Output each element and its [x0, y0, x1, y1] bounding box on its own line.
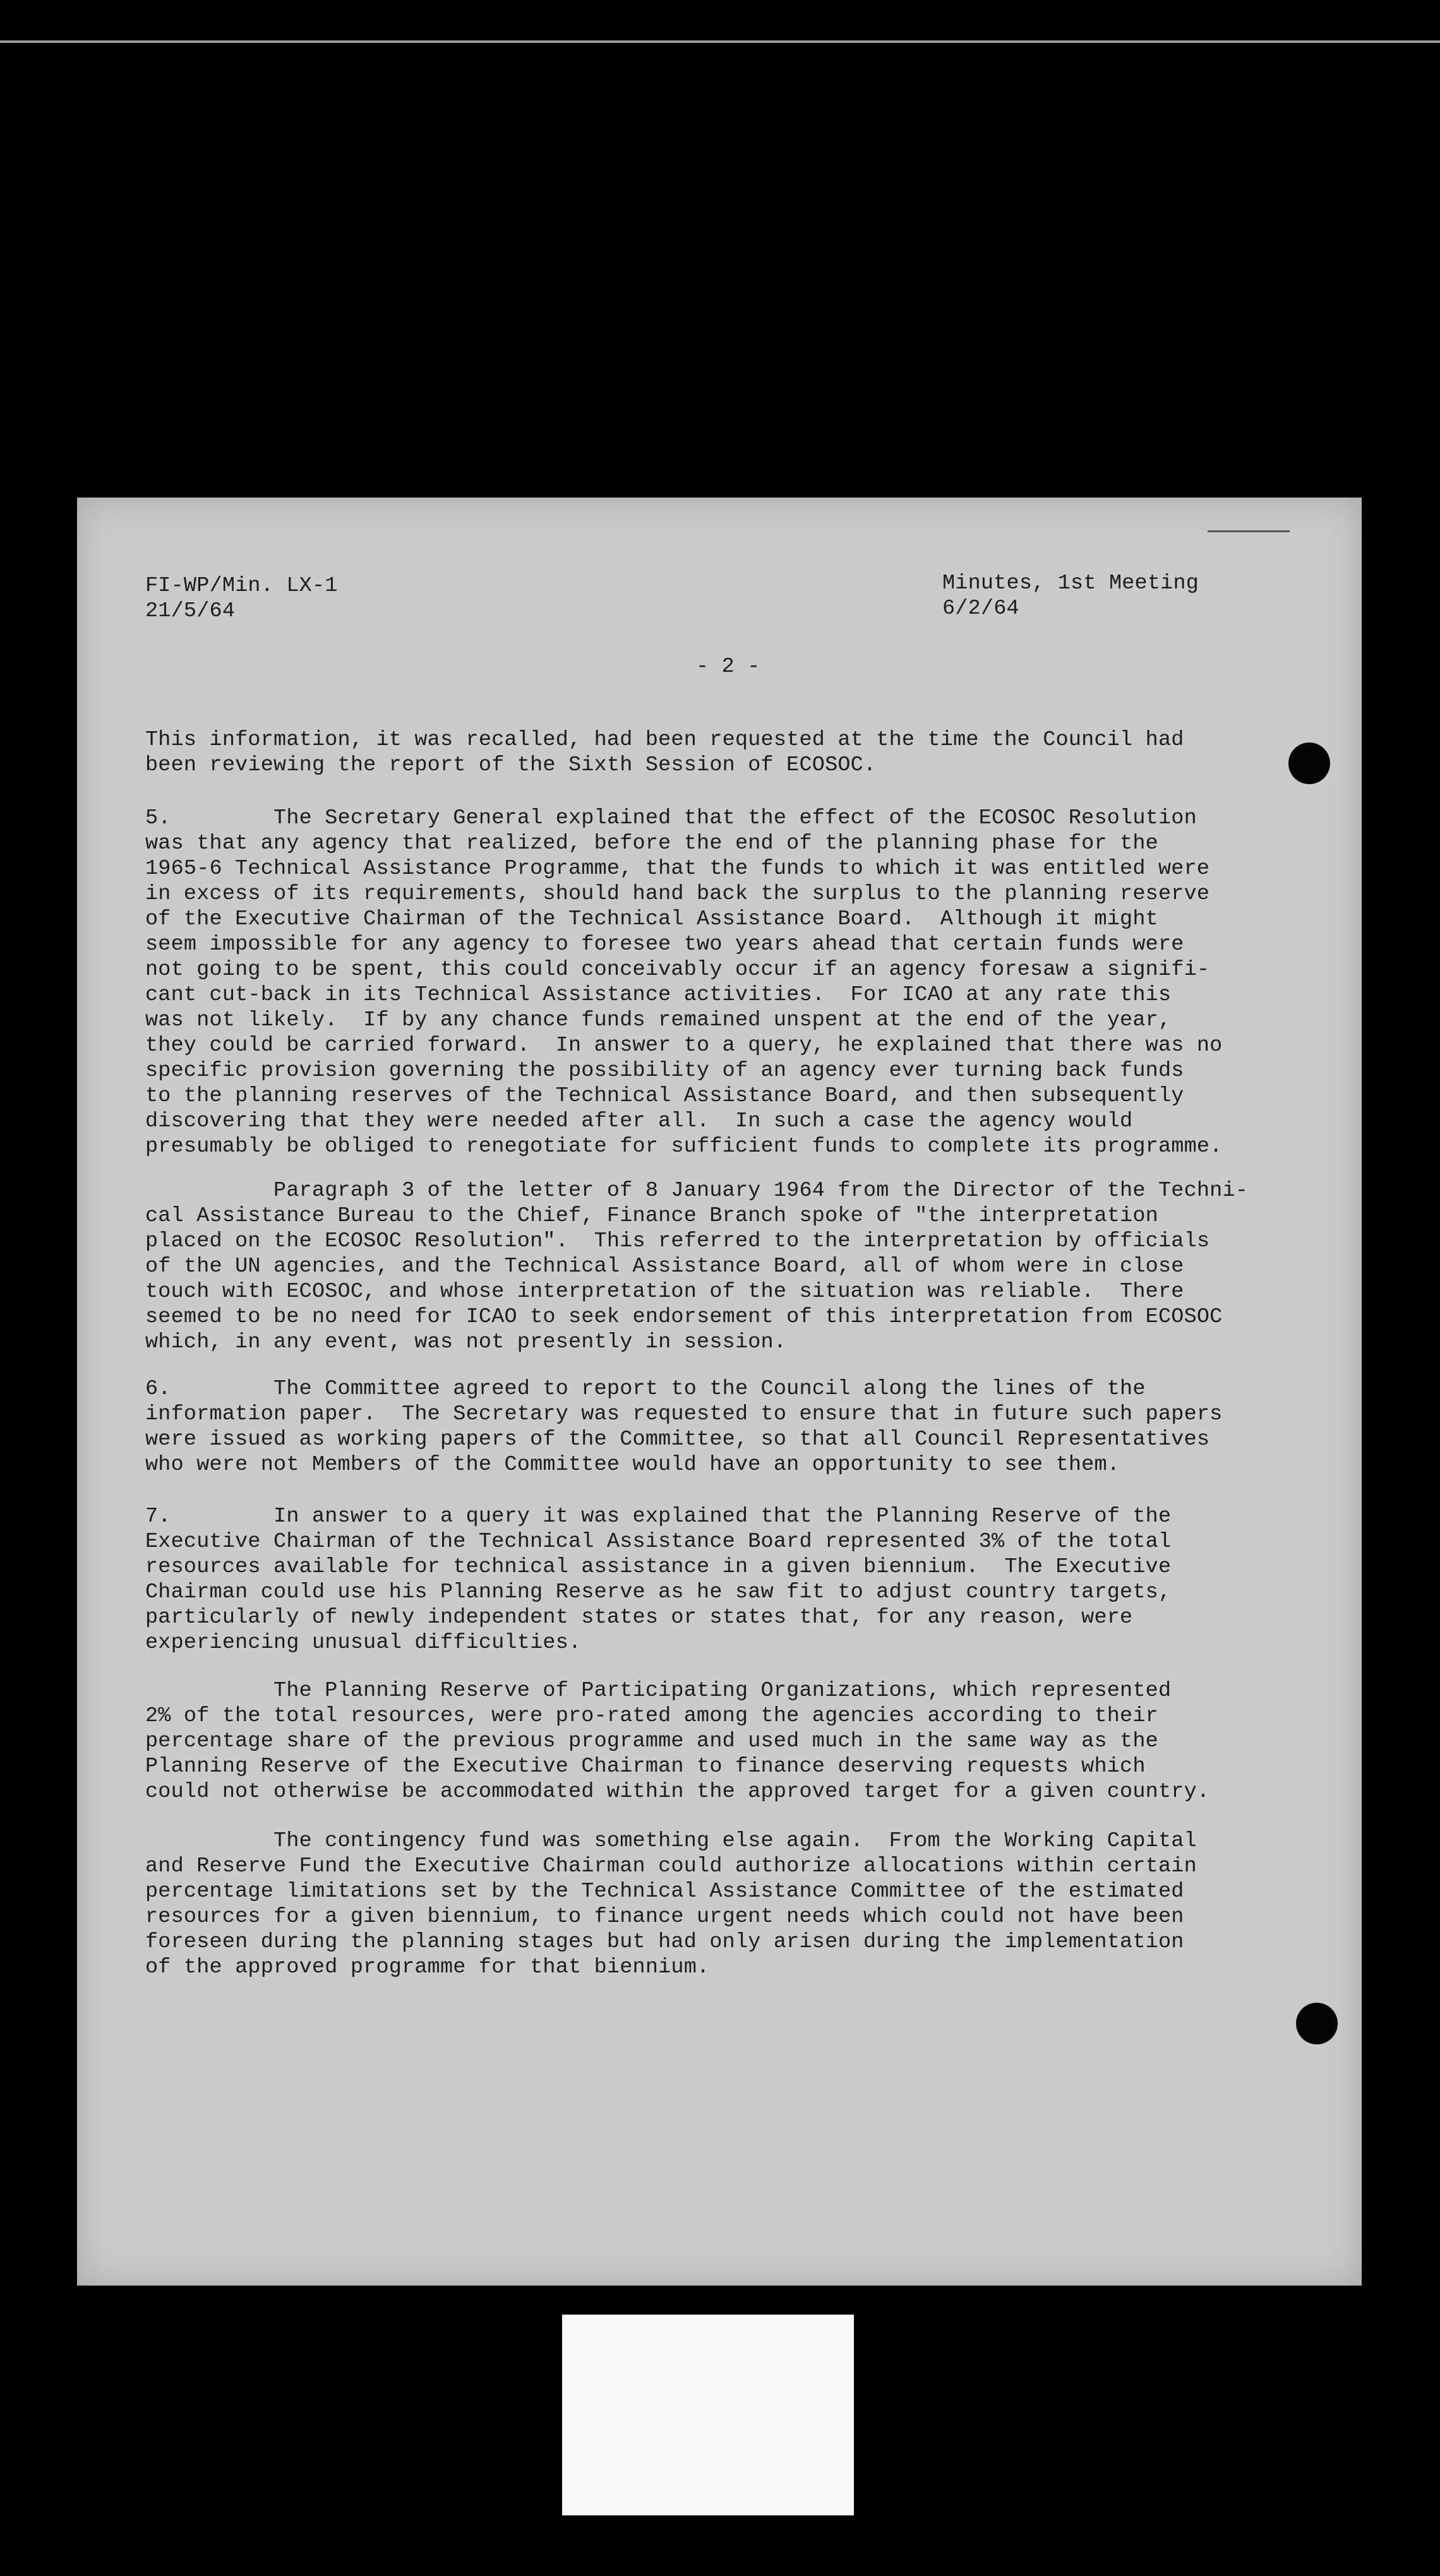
corner-mark	[1208, 530, 1290, 532]
blank-card	[562, 2315, 854, 2515]
meeting-header	[942, 571, 1199, 621]
punch-hole-bottom	[1296, 2003, 1338, 2044]
page-number: - 2 -	[696, 655, 760, 679]
meeting-title: Minutes, 1st Meeting	[942, 571, 1199, 595]
paragraph-information: This information, it was recalled, had been requested at the time the Council had been reviewing the report of the Sixth Session of ECOSOC.	[145, 728, 1184, 777]
reference-code: FI-WP/Min. LX-1	[145, 574, 338, 598]
paragraph-7: 7. In answer to a query it was explained that the Planning Reserve of the Executive Chairman of the Technical Assistance Board represented 3% of the total resources available for technical assistance in a given biennium. The Executive Chairman could use his Planning Reserve as he saw fit to adjust country targets, particularly of newly independent states or states that, for any reason, were experiencing unusual difficulties.	[145, 1505, 1172, 1655]
document-reference	[145, 573, 338, 624]
paragraph-letter-reference: Paragraph 3 of the letter of 8 January 1964 from the Director of the Techni- cal Assistance Bureau to the Chief, Finance Branch spoke of "the interpretation placed on the ECOSOC Resolution". This referred to the interpretation by officials of the UN agencies, and the Technical Assistance Board, all of whom were in close touch with ECOSOC, and whose interpretation of the situation was reliable. There seemed to be no need for ICAO to seek endorsement of this interpretation from ECOSOC which, in any event, was not presently in session.	[145, 1179, 1249, 1354]
reference-date: 21/5/64	[145, 599, 236, 623]
scanner-top-edge	[0, 40, 1440, 43]
paragraph-planning-reserve: The Planning Reserve of Participating Organizations, which represented 2% of the total resources, were pro-rated among the agencies according to their percentage share of the previous programme and used much in the same way as the Planning Reserve of the Executive Chairman to finance deserving requests which could not otherwise be accommodated within the approved target for a given country.	[145, 1679, 1210, 1804]
paragraph-6: 6. The Committee agreed to report to the Council along the lines of the information paper. The Secretary was requested to ensure that in future such papers were issued as working papers of the Committee, so that all Council Representatives who were not Members of the Committee would have an opportunity to see them.	[145, 1377, 1223, 1477]
document-page	[77, 498, 1362, 2286]
paragraph-contingency-fund: The contingency fund was something else again. From the Working Capital and Reserve Fund the Executive Chairman could authorize allocations within certain percentage limitations set by the Technical Assistance Committee of the estimated resources for a given biennium, to finance urgent needs which could not have been foreseen during the planning stages but had only arisen during the implementation of the approved programme for that biennium.	[145, 1829, 1197, 1979]
meeting-date: 6/2/64	[942, 597, 1019, 621]
punch-hole-top	[1288, 742, 1330, 784]
paragraph-5: 5. The Secretary General explained that the effect of the ECOSOC Resolution was that any agency that realized, before the end of the planning phase for the 1965-6 Technical Assistance Programme, that the funds to which it was entitled were in excess of its requirements, should hand back the surplus to the planning reserve of the Executive Chairman of the Technical Assistance Board. Although it might seem impossible for any agency to foresee two years ahead that certain funds were not going to be spent, this could conceivably occur if an agency foresaw a signifi- cant cut-back in its Technical Assistance activities. For ICAO at any rate this was not likely. If by any chance funds remained unspent at the end of the year, they could be carried forward. In answer to a query, he explained that there was no specific provision governing the possibility of an agency ever turning back funds to the planning reserves of the Technical Assistance Board, and then subsequently discovering that they were needed after all. In such a case the agency would presumably be obliged to renegotiate for sufficient funds to complete its programme.	[145, 806, 1223, 1159]
